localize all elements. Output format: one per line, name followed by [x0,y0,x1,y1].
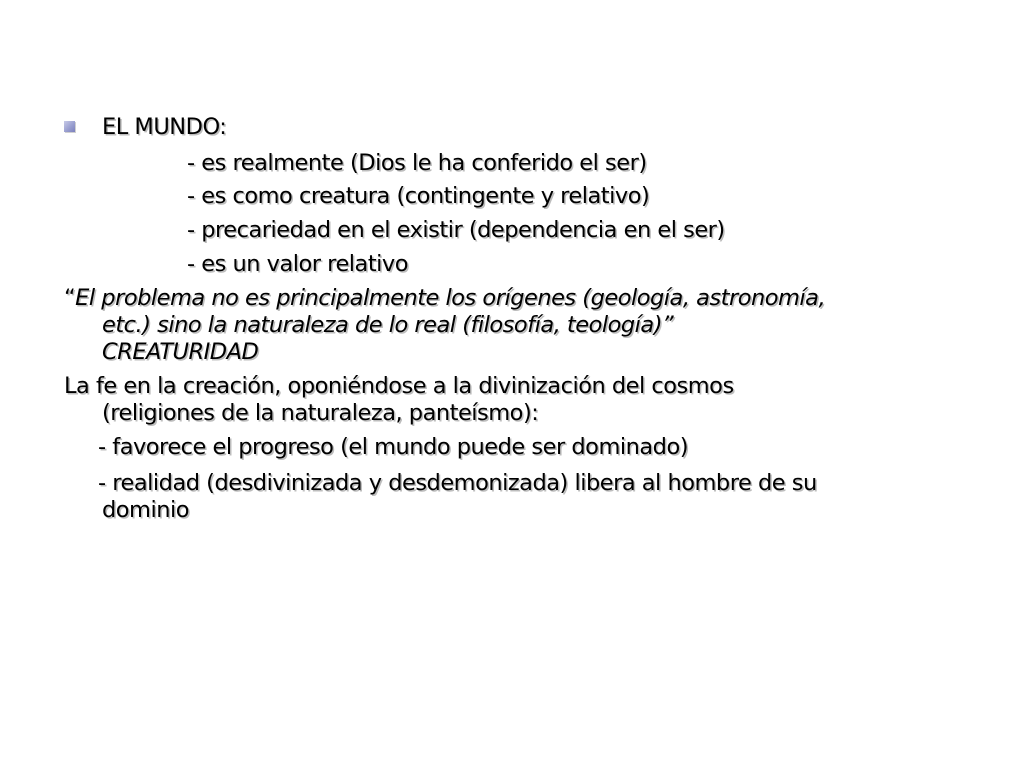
faith-point-1: - favorece el progreso (el mundo puede ser dominado) [98,434,688,460]
subitem-4: - es un valor relativo [187,251,408,277]
subitem-1: - es realmente (Dios le ha conferido el ser) [187,150,647,176]
faith-line-2: (religiones de la naturaleza, panteísmo): [102,400,539,426]
quote-line-3: CREATURIDAD [102,339,259,365]
subitem-3: - precariedad en el existir (dependencia en el ser) [187,217,725,243]
quote-line-2: etc.) sino la naturaleza de lo real (filosofía, teología)” [102,312,674,338]
quote-text-1: El problema no es principalmente los orígenes (geología, astronomía, [75,285,826,311]
quote-open-mark: “ [64,285,76,311]
faith-point-2-line-1: - realidad (desdivinizada y desdemonizada) libera al hombre de su [98,470,817,496]
quote-line-1 [64,285,825,311]
subitem-2: - es como creatura (contingente y relativo) [187,183,650,209]
faith-line-1: La fe en la creación, oponiéndose a la divinización del cosmos [64,373,734,399]
square-bullet-icon [64,121,75,132]
slide-heading: EL MUNDO: [102,114,227,140]
faith-point-2-line-2: dominio [102,497,189,523]
